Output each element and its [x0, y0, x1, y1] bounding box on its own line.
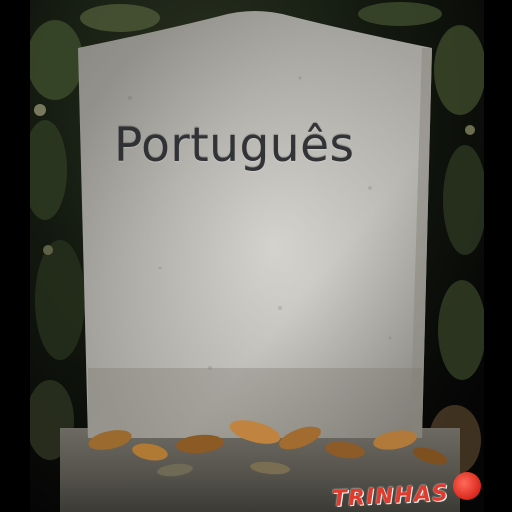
right-border: [484, 0, 512, 512]
watermark-dot-icon: [453, 472, 481, 500]
tombstone-inscription: Português: [114, 118, 355, 173]
watermark-text: TRINHAS: [331, 480, 450, 512]
watermark-logo: [330, 470, 485, 512]
left-border: [0, 0, 30, 512]
